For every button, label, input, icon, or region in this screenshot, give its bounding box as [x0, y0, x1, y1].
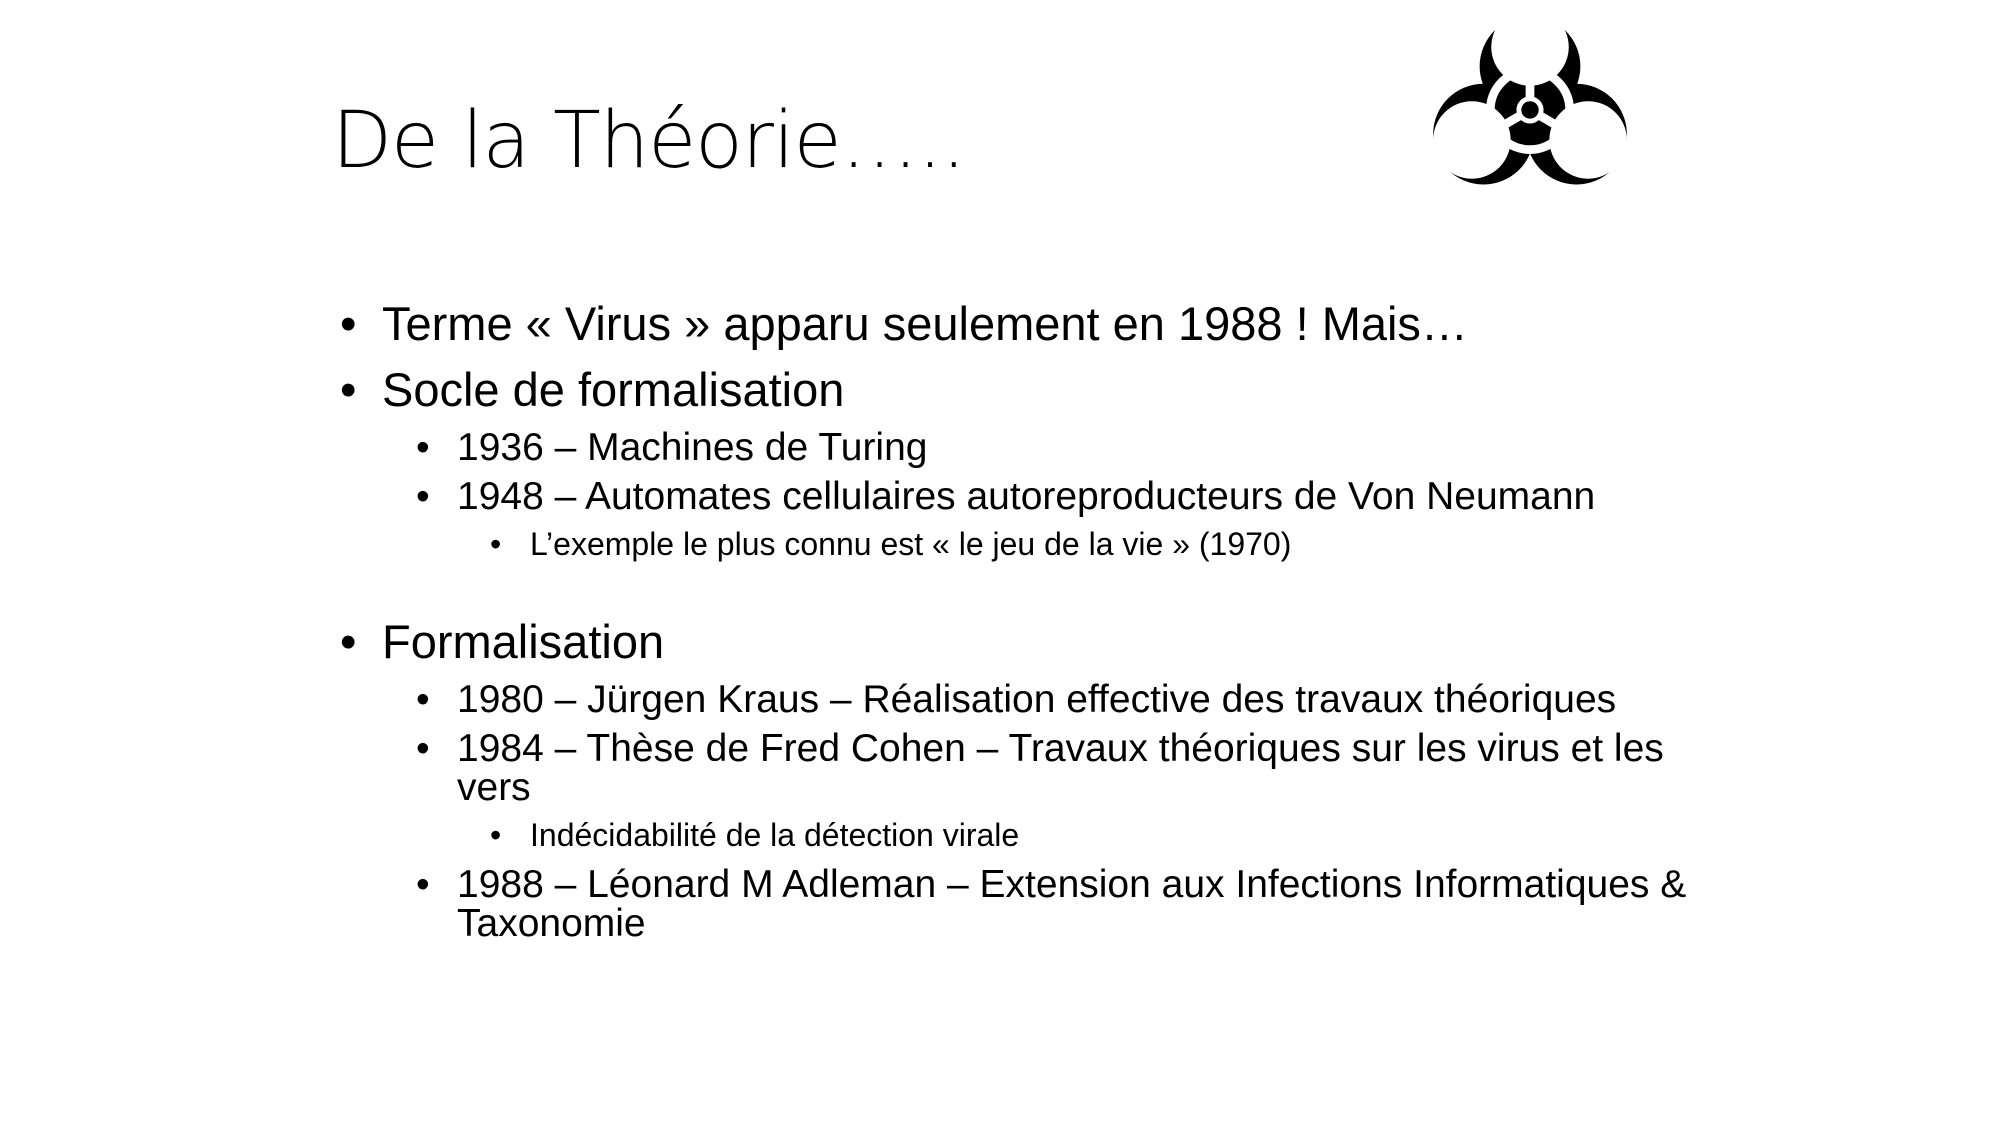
- spacer: [340, 564, 1700, 604]
- list-item: [340, 296, 1700, 352]
- list-item: [416, 865, 1697, 943]
- list-item: [490, 524, 1700, 564]
- slide-title: De la Théorie…..: [332, 96, 966, 186]
- bullet-marker: •: [340, 615, 357, 668]
- bullet-marker: •: [416, 475, 430, 518]
- list-item-text: 1988 – Léonard M Adleman – Extension aux Infections Informatiques & Taxonomie: [457, 863, 1687, 945]
- list-item-text: 1948 – Automates cellulaires autoreproducteurs de Von Neumann: [457, 475, 1596, 518]
- list-item-text: 1980 – Jürgen Kraus – Réalisation effective des travaux théoriques: [457, 678, 1617, 721]
- list-item-text: 1936 – Machines de Turing: [457, 426, 928, 469]
- list-item: [416, 428, 1697, 467]
- bullet-marker: •: [340, 297, 357, 350]
- list-item-text: Formalisation: [382, 615, 665, 668]
- bullet-marker: •: [416, 678, 430, 721]
- list-item-text: Socle de formalisation: [382, 363, 845, 416]
- biohazard-icon: [1433, 16, 1627, 200]
- list-item: [340, 614, 1700, 670]
- list-item: [490, 815, 1700, 855]
- list-item-text: Indécidabilité de la détection virale: [530, 817, 1020, 853]
- list-item-text: 1984 – Thèse de Fred Cohen – Travaux théoriques sur les virus et les vers: [457, 727, 1664, 809]
- bullet-marker: •: [416, 863, 430, 906]
- bullet-marker: •: [416, 727, 430, 770]
- bullet-marker: •: [416, 426, 430, 469]
- bullet-marker: •: [490, 526, 502, 562]
- bullet-marker: •: [490, 817, 502, 853]
- list-item: [340, 362, 1700, 418]
- list-item-text: Terme « Virus » apparu seulement en 1988 ! Mais…: [382, 297, 1468, 350]
- list-item: [416, 680, 1697, 719]
- bullet-marker: •: [340, 363, 357, 416]
- bullet-list: [340, 286, 1700, 943]
- list-item: [416, 477, 1697, 516]
- list-item-text: L’exemple le plus connu est « le jeu de la vie » (1970): [530, 526, 1292, 562]
- list-item: [416, 729, 1697, 807]
